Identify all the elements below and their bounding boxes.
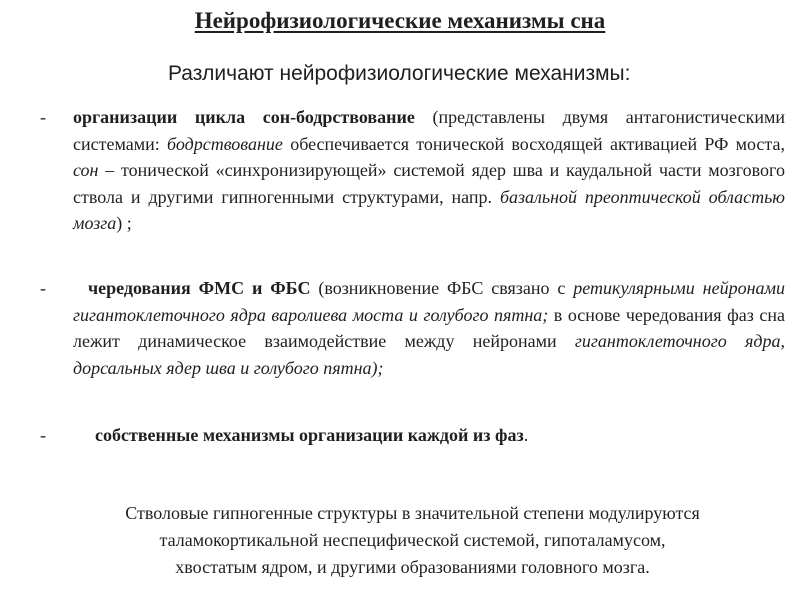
list-item-body [73,422,785,449]
page-title: Нейрофизиологические механизмы сна [194,8,606,33]
subtitle: Различают нейрофизиологические механизмы: [168,62,631,85]
item-text: (возникновение ФБС связано с [310,278,574,298]
item-text: . [523,425,529,445]
footer-line: Стволовые гипногенные структуры в значительной степени модулируются [125,503,700,523]
item-text: обеспечивается тонической восходящей активацией РФ моста, [282,133,786,154]
item-italic-text: базальной преоптической областью мозга [73,186,785,233]
item-italic-text: сон [73,160,99,180]
bullet-dash: - [40,107,46,127]
list-item-body [73,104,785,237]
footer-line: таламокортикальной неспецифической системой, гипоталамусом, [159,530,666,550]
footer-line: хвостатым ядром, и другими образованиями головного мозга. [175,557,650,577]
item-italic-text: ретикулярными нейронами гигантоклеточного ядра варолиева моста и голубого пятна; [73,278,785,325]
item-heading: собственные механизмы организации каждой из фаз [95,425,524,445]
list-item [40,275,785,381]
item-text: ) ; [116,213,132,233]
bullet-dash: - [40,425,46,445]
item-heading: организации цикла сон-бодрствование [73,107,415,127]
list-item-body [73,275,785,381]
item-text: (представлены двумя антагонистическими системами: [73,107,785,154]
item-italic-text: гигантоклеточного ядра, дорсальных ядер шва и голубого пятна); [73,331,785,378]
item-italic-text: бодрствование [167,133,283,154]
item-heading: чередования ФМС и ФБС [88,278,311,298]
list-item [40,104,785,237]
bullet-dash: - [40,278,46,298]
item-text: в основе чередования фаз сна лежит динамическое взаимодействие между нейронами [73,304,785,351]
list-item [40,422,785,449]
footer-paragraph [40,500,785,581]
item-text: – тонической «синхронизирующей» системой ядер шва и каудальной части мозгового ствола и другими гипногенными структурами, напр. [73,160,785,207]
